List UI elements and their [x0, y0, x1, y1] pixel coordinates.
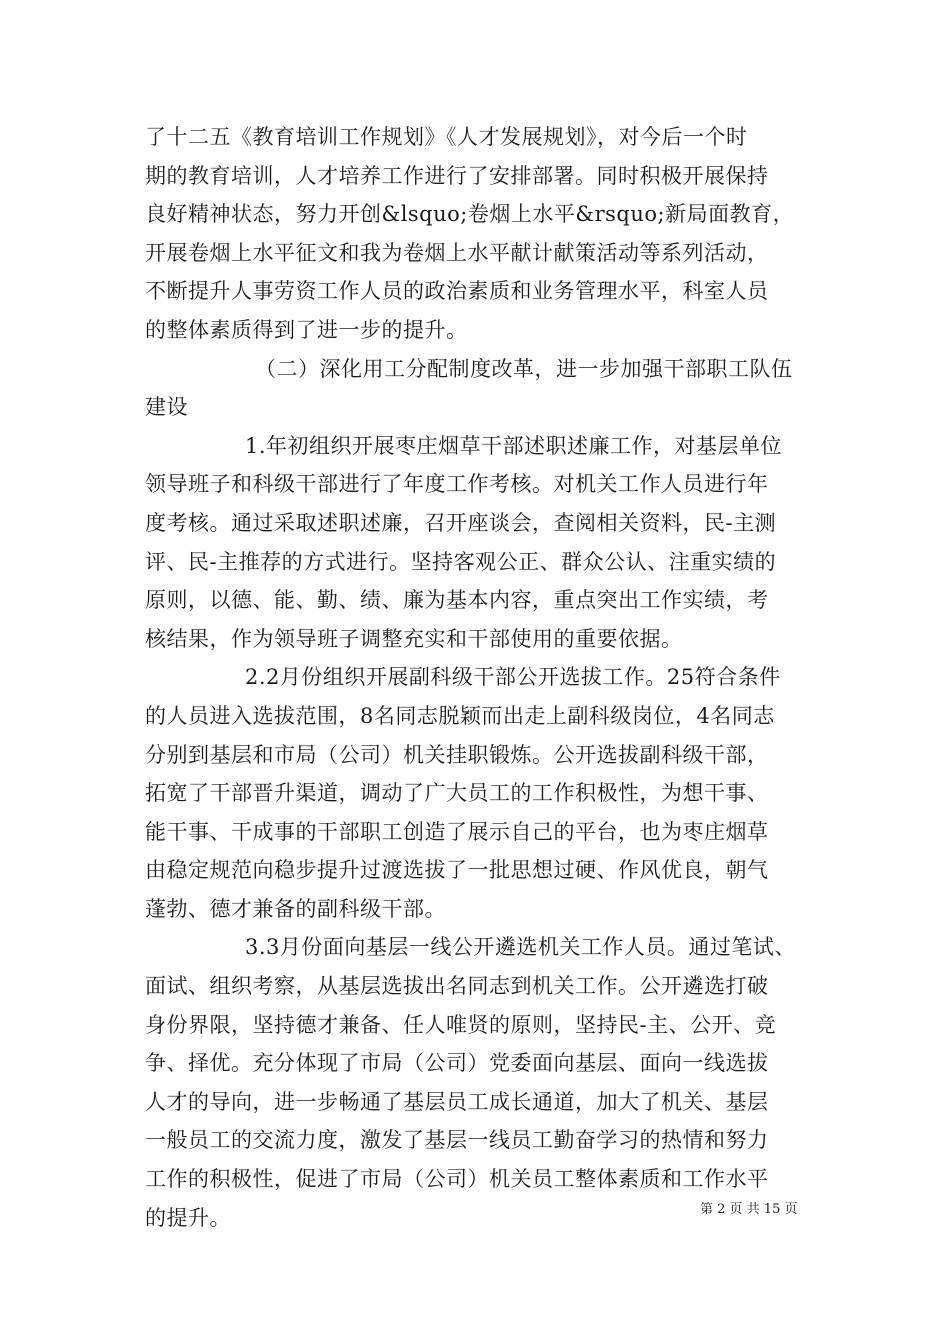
text-line: 评、民-主推荐的方式进行。坚持客观公正、群众公认、注重实绩的	[145, 549, 777, 574]
section-heading: （二）深化用工分配制度改革，进一步加强干部职工队伍	[255, 356, 793, 381]
text-line: 良好精神状态，努力开创&lsquo;卷烟上水平&rsquo;新局面教育，	[145, 202, 795, 227]
text-line: 度考核。通过采取述职述廉，召开座谈会，查阅相关资料，民-主测	[145, 510, 777, 535]
text-line: 分别到基层和市局（公司）机关挂职锻炼。公开选拔副科级干部，	[145, 742, 769, 767]
text-line: 能干事、干成事的干部职工创造了展示自己的平台，也为枣庄烟草	[145, 819, 769, 844]
text-line: 的提升。	[145, 1205, 231, 1230]
text-line: 了十二五《教育培训工作规划》《人才发展规划》，对今后一个时	[145, 125, 748, 149]
text-line: 开展卷烟上水平征文和我为卷烟上水平献计献策活动等系列活动，	[145, 240, 769, 265]
paragraph-2-start: 2.2月份组织开展副科级干部公开选拔工作。25符合条件	[245, 665, 781, 690]
text-line: 不断提升人事劳资工作人员的政治素质和业务管理水平，科室人员	[145, 279, 769, 304]
text-line: 争、择优。充分体现了市局（公司）党委面向基层、面向一线选拔	[145, 1051, 769, 1076]
text-line: 面试、组织考察，从基层选拔出名同志到机关工作。公开遴选打破	[145, 974, 769, 999]
text-line: 拓宽了干部晋升渠道，调动了广大员工的工作积极性，为想干事、	[145, 781, 769, 806]
section-heading-continued: 建设	[145, 395, 188, 420]
text-line: 蓬勃、德才兼备的副科级干部。	[145, 896, 446, 921]
text-line: 人才的导向，进一步畅通了基层员工成长通道，加大了机关、基层	[145, 1089, 769, 1114]
paragraph-3-start: 3.3月份面向基层一线公开遴选机关工作人员。通过笔试、	[245, 935, 796, 960]
text-line: 身份界限，坚持德才兼备、任人唯贤的原则，坚持民-主、公开、竞	[145, 1012, 777, 1037]
text-line: 由稳定规范向稳步提升过渡选拔了一批思想过硬、作风优良，朝气	[145, 858, 769, 883]
text-line: 原则，以德、能、勤、绩、廉为基本内容，重点突出工作实绩，考	[145, 588, 769, 613]
page-number-footer: 第 2 页 共 15 页	[700, 1202, 798, 1217]
text-line: 一般员工的交流力度，激发了基层一线员工勤奋学习的热情和努力	[145, 1128, 769, 1153]
document-body	[145, 118, 810, 1237]
paragraph-1-start: 1.年初组织开展枣庄烟草干部述职述廉工作，对基层单位	[245, 433, 783, 458]
text-line: 工作的积极性，促进了市局（公司）机关员工整体素质和工作水平	[145, 1167, 769, 1192]
text-line: 的人员进入选拔范围，8名同志脱颖而出走上副科级岗位，4名同志	[145, 703, 775, 728]
text-line: 期的教育培训，人才培养工作进行了安排部署。同时积极开展保持	[145, 163, 769, 188]
text-line: 的整体素质得到了进一步的提升。	[145, 317, 468, 342]
text-line: 领导班子和科级干部进行了年度工作考核。对机关工作人员进行年	[145, 472, 769, 497]
text-line: 核结果，作为领导班子调整充实和干部使用的重要依据。	[145, 626, 683, 651]
